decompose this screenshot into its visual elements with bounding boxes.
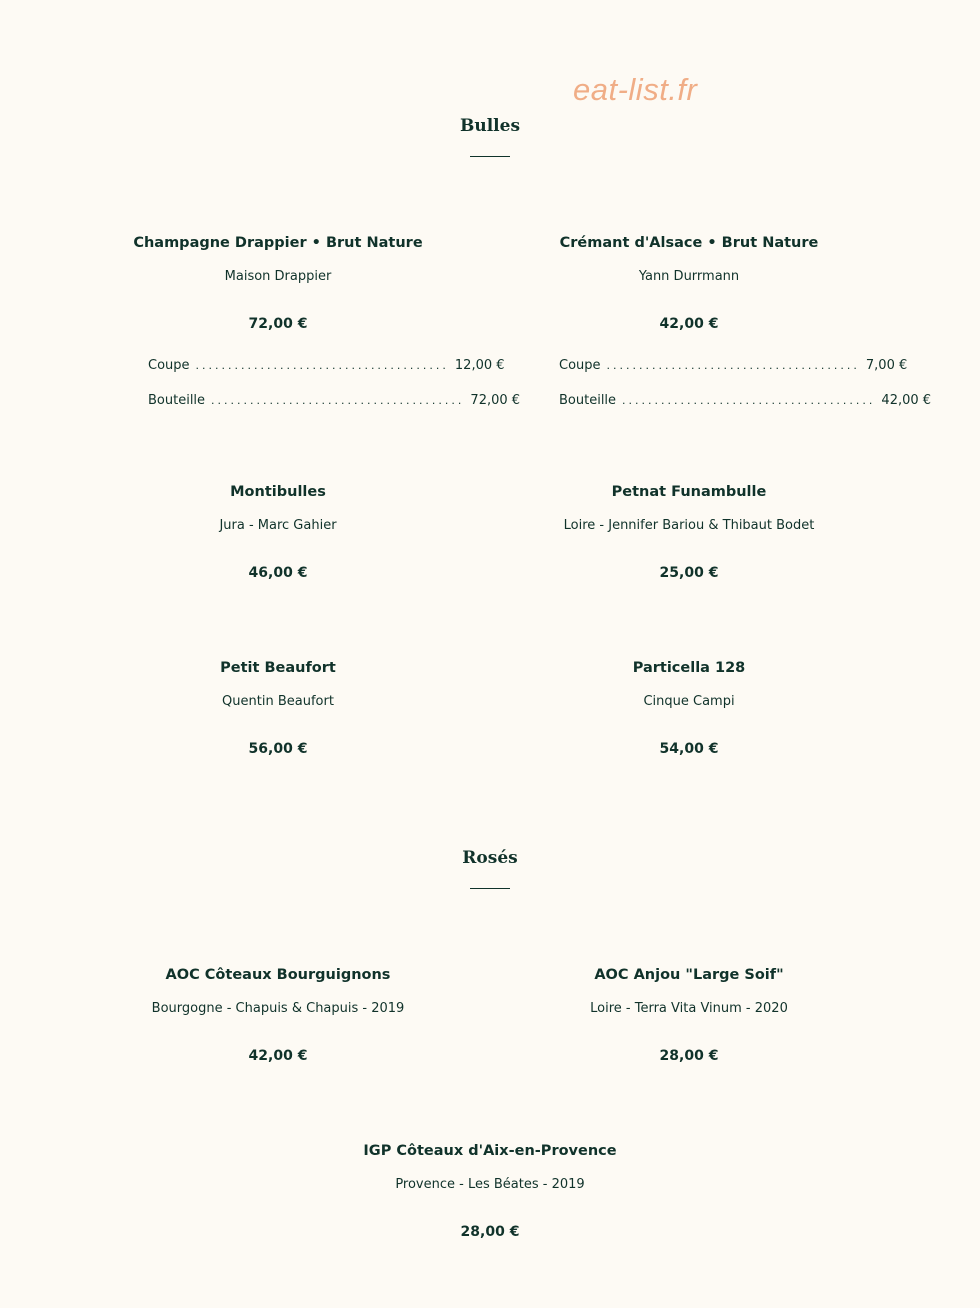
wine-name: IGP Côteaux d'Aix-en-Provence (363, 1143, 617, 1159)
wine-producer: Jura - Marc Gahier (219, 518, 337, 533)
wine-producer: Maison Drappier (224, 269, 332, 284)
serving-label: Bouteille (559, 393, 617, 408)
wine-item (128, 658, 428, 758)
wine-price: 28,00 € (460, 1224, 520, 1240)
leader-dots: ....................................... (622, 394, 876, 407)
wine-producer: Yann Durrmann (638, 269, 740, 284)
wine-price: 28,00 € (659, 1048, 719, 1064)
wine-name: Champagne Drappier • Brut Nature (133, 235, 423, 251)
wine-producer: Cinque Campi (643, 694, 735, 709)
section-title-bulles: Bulles (459, 116, 521, 136)
section-title-roses: Rosés (462, 848, 518, 868)
serving-label: Coupe (148, 358, 190, 373)
serving-row (559, 357, 908, 375)
wine-price: 54,00 € (659, 741, 719, 757)
wine-item (128, 965, 428, 1065)
wine-name: Montibulles (230, 484, 326, 500)
wine-price: 42,00 € (248, 1048, 308, 1064)
leader-dots: ....................................... (606, 359, 860, 372)
wine-item (128, 233, 428, 333)
wine-item (539, 482, 839, 582)
wine-price: 25,00 € (659, 565, 719, 581)
wine-item (539, 658, 839, 758)
serving-label: Bouteille (148, 393, 206, 408)
serving-price: 7,00 € (865, 358, 908, 373)
wine-name: Particella 128 (632, 660, 746, 676)
serving-price: 42,00 € (881, 393, 932, 408)
wine-producer: Quentin Beaufort (222, 694, 334, 709)
serving-row (148, 357, 505, 375)
wine-price: 42,00 € (659, 316, 719, 332)
leader-dots: ....................................... (211, 394, 465, 407)
wine-name: AOC Côteaux Bourguignons (165, 967, 391, 983)
wine-name: Petnat Funambulle (611, 484, 767, 500)
wine-price: 72,00 € (248, 316, 308, 332)
wine-name: AOC Anjou "Large Soif" (594, 967, 784, 983)
serving-price: 12,00 € (454, 358, 505, 373)
serving-price: 72,00 € (470, 393, 521, 408)
wine-name: Crémant d'Alsace • Brut Nature (559, 235, 819, 251)
wine-item (539, 233, 839, 333)
wine-item (340, 1141, 640, 1241)
wine-producer: Loire - Terra Vita Vinum - 2020 (590, 1001, 788, 1016)
serving-label: Coupe (559, 358, 601, 373)
wine-producer: Bourgogne - Chapuis & Chapuis - 2019 (151, 1001, 405, 1016)
wine-producer: Loire - Jennifer Bariou & Thibaut Bodet (563, 518, 815, 533)
serving-prices (559, 357, 932, 427)
section-divider (470, 888, 510, 889)
wine-item (128, 482, 428, 582)
serving-row (148, 392, 521, 410)
wine-price: 56,00 € (248, 741, 308, 757)
serving-prices (148, 357, 521, 427)
wine-item (539, 965, 839, 1065)
section-divider (470, 156, 510, 157)
serving-row (559, 392, 932, 410)
wine-price: 46,00 € (248, 565, 308, 581)
watermark-logo: eat-list.fr (573, 72, 698, 107)
wine-producer: Provence - Les Béates - 2019 (395, 1177, 585, 1192)
leader-dots: ....................................... (195, 359, 449, 372)
wine-name: Petit Beaufort (220, 660, 336, 676)
